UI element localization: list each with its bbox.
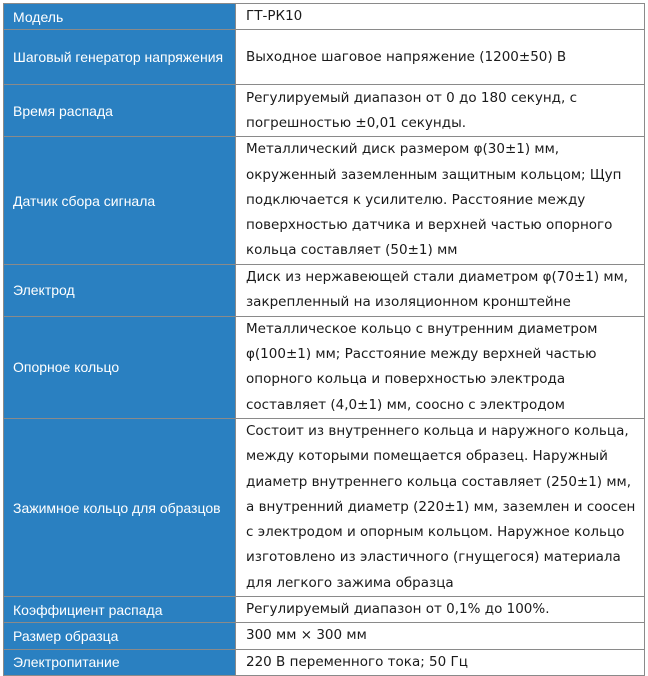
table-row [4, 418, 645, 596]
row-label-power-supply: Электропитание [4, 649, 236, 675]
table-row [4, 316, 645, 418]
row-label-electrode: Электрод [4, 264, 236, 316]
row-label-step-voltage-generator: Шаговый генератор напряжения [4, 30, 236, 85]
row-value-step-voltage-generator: Выходное шаговое напряжение (1200±50) В [236, 30, 645, 85]
table-row [4, 649, 645, 675]
row-label-signal-sensor: Датчик сбора сигнала [4, 137, 236, 264]
row-value-power-supply: 220 В переменного тока; 50 Гц [236, 649, 645, 675]
specifications-table [3, 3, 645, 676]
row-value-model: ГТ-РК10 [236, 4, 645, 30]
row-value-sample-size: 300 мм × 300 мм [236, 623, 645, 649]
row-value-decay-time: Регулируемый диапазон от 0 до 180 секунд, с погрешностью ±0,01 секунды. [236, 85, 645, 137]
table-row [4, 85, 645, 137]
table-row [4, 137, 645, 264]
row-value-signal-sensor: Металлический диск размером φ(30±1) мм, окруженный заземленным защитным кольцом; Щуп подключается к усилителю. Расстояние между поверхностью датчика и верхней частью опорного кольца составляет (50±1) мм [236, 137, 645, 264]
table-row [4, 30, 645, 85]
row-label-decay-coefficient: Коэффициент распада [4, 597, 236, 623]
table-row [4, 597, 645, 623]
row-value-sample-clamp-ring: Состоит из внутреннего кольца и наружного кольца, между которыми помещается образец. Наружный диаметр внутреннего кольца составляет (250±1) мм, а внутренний диаметр (220±1) мм, заземлен и соосен с электродом и опорным кольцом. Наружное кольцо изготовлено из эластичного (гнущегося) материала для легкого зажима образца [236, 418, 645, 596]
row-value-decay-coefficient: Регулируемый диапазон от 0,1% до 100%. [236, 597, 645, 623]
row-label-model: Модель [4, 4, 236, 30]
row-value-support-ring: Металлическое кольцо с внутренним диаметром φ(100±1) мм; Расстояние между верхней частью опорного кольца и поверхностью электрода составляет (4,0±1) мм, соосно с электродом [236, 316, 645, 418]
table-row [4, 264, 645, 316]
row-label-support-ring: Опорное кольцо [4, 316, 236, 418]
table-row [4, 623, 645, 649]
table-row [4, 4, 645, 30]
row-label-sample-size: Размер образца [4, 623, 236, 649]
row-value-electrode: Диск из нержавеющей стали диаметром φ(70±1) мм, закрепленный на изоляционном кронштейне [236, 264, 645, 316]
row-label-sample-clamp-ring: Зажимное кольцо для образцов [4, 418, 236, 596]
row-label-decay-time: Время распада [4, 85, 236, 137]
